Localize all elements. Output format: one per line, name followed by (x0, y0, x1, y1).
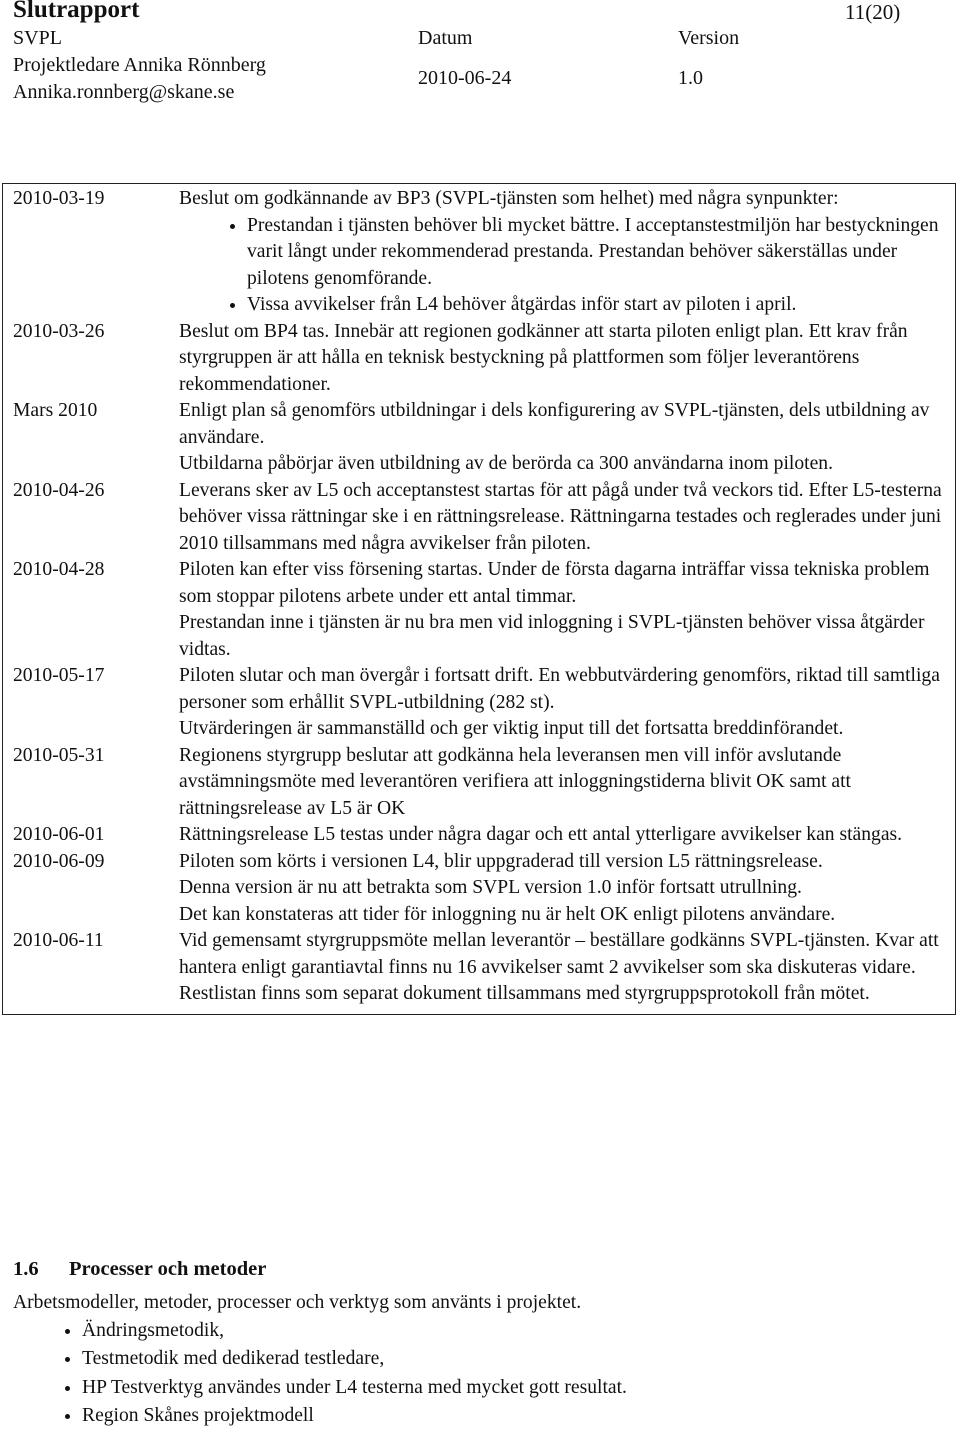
entry-date: 2010-03-26 (13, 320, 105, 342)
table-row (3, 184, 956, 319)
entry-paragraph: Enligt plan så genomförs utbildningar i dels konfigurering av SVPL-tjänsten, dels utbildning av användare. (179, 400, 930, 448)
entry-description (179, 478, 956, 558)
entry-paragraph: Utbildarna påbörjar även utbildning av de berörda ca 300 användarna inom piloten. (179, 453, 833, 474)
entry-paragraph: Regionens styrgrupp beslutar att godkänna hela leveransen men vill inför avslutande avstämningsmöte med leverantören verifiera att inloggningstiderna blivit OK samt att rättningsrelease av L5 är OK (179, 744, 851, 819)
entry-paragraph: Piloten kan efter viss försening startas. Under de första dagarna inträffar vissa tekniska problem som stoppar pilotens arbete under ett antal timmar. (179, 559, 930, 607)
entry-date: 2010-06-11 (13, 930, 104, 951)
entry-date: 2010-03-19 (13, 188, 105, 209)
entry-description (179, 743, 956, 823)
entry-paragraph: Rättningsrelease L5 testas under några dagar och ett antal ytterligare avvikelser kan stängas. (179, 824, 903, 845)
entry-description (179, 319, 956, 399)
entry-paragraph: Det kan konstateras att tider för inloggning nu är helt OK enligt pilotens användare. (179, 903, 836, 925)
section-title: Processer och metoder (69, 1258, 267, 1280)
entry-paragraph: Piloten som körts i versionen L4, blir uppgraderad till version L5 rättningsrelease. (179, 850, 823, 872)
project-name: SVPL (13, 27, 62, 49)
entry-date: Mars 2010 (13, 400, 98, 421)
entry-description (179, 398, 956, 478)
entry-date: 2010-05-31 (13, 744, 105, 766)
version-label: Version (678, 27, 740, 49)
entry-bullet-list (179, 213, 949, 319)
entry-date: 2010-04-26 (13, 479, 105, 501)
section-number: 1.6 (13, 1258, 39, 1280)
section-intro: Arbetsmodeller, metoder, processer och verktyg som använts i projektet. (13, 1292, 582, 1313)
decision-log-body (3, 184, 956, 1015)
entry-description (179, 928, 956, 1014)
table-row (3, 928, 956, 1014)
entry-paragraph: Prestandan inne i tjänsten är nu bra men vid inloggning i SVPL-tjänsten behöver vissa åtgärder vidtas. (179, 612, 925, 660)
methods-list-item: • Testmetodik med dedikerad testledare, (82, 1345, 627, 1373)
table-row (3, 743, 956, 823)
date-value: 2010-06-24 (418, 67, 512, 89)
entry-description (179, 184, 956, 319)
table-row (3, 557, 956, 663)
version-value: 1.0 (678, 67, 703, 89)
methods-list (0, 1317, 627, 1430)
table-row (3, 398, 956, 478)
entry-bullet-item: • Vissa avvikelser från L4 behöver åtgärdas inför start av piloten i april. (247, 292, 949, 319)
entry-description (179, 663, 956, 743)
methods-list-item: • Region Skånes projektmodell (82, 1402, 627, 1430)
table-row (3, 822, 956, 849)
entry-description (179, 557, 956, 663)
entry-description (179, 849, 956, 929)
entry-date: 2010-04-28 (13, 559, 105, 580)
methods-list-item: • Ändringsmetodik, (82, 1317, 627, 1345)
entry-date: 2010-06-01 (13, 824, 105, 845)
methods-list-item: • HP Testverktyg användes under L4 testerna med mycket gott resultat. (82, 1374, 627, 1402)
table-row (3, 478, 956, 558)
table-row (3, 663, 956, 743)
entry-bullet-item: • Prestandan i tjänsten behöver bli mycket bättre. I acceptanstestmiljön har bestyckningen varit långt under rekommenderad prestanda. Prestandan behöver säkerställas under pilotens genomförande. (247, 213, 949, 293)
contact-email: Annika.ronnberg@skane.se (13, 81, 235, 103)
entry-paragraph: Denna version är nu att betrakta som SVPL version 1.0 inför fortsatt utrullning. (179, 877, 802, 898)
entry-date: 2010-05-17 (13, 665, 105, 686)
entry-paragraph: Piloten slutar och man övergår i fortsatt drift. En webbutvärdering genomförs, riktad till samtliga personer som erhållit SVPL-utbildning (282 st). (179, 665, 940, 713)
entry-paragraph: Beslut om godkännande av BP3 (SVPL-tjänsten som helhet) med några synpunkter: (179, 188, 839, 209)
entry-description (179, 822, 956, 849)
table-row (3, 319, 956, 399)
section-heading (13, 1258, 266, 1281)
table-row (3, 849, 956, 929)
entry-paragraph: Beslut om BP4 tas. Innebär att regionen godkänner att starta piloten enligt plan. Ett krav från styrgruppen är att hålla en teknisk bestyckning på plattformen som följer leverantörens rekommendationer. (179, 320, 908, 395)
project-leader: Projektledare Annika Rönnberg (13, 54, 266, 76)
page-number: 11(20) (845, 0, 901, 24)
report-title: Slutrapport (13, 0, 140, 23)
entry-paragraph: Vid gemensamt styrgruppsmöte mellan leverantör – beställare godkänns SVPL-tjänsten. Kvar att hantera enligt garantiavtal finns nu 16 avvikelser samt 2 avvikelser som ska diskuteras vidare. Restlistan finns som separat dokument tillsammans med styrgruppsprotokoll från mötet. (179, 930, 939, 1004)
entry-paragraph: Utvärderingen är sammanställd och ger viktig input till det fortsatta breddinförandet. (179, 718, 844, 739)
entry-date: 2010-06-09 (13, 850, 105, 872)
entry-paragraph: Leverans sker av L5 och acceptanstest startas för att pågå under två veckors tid. Efter L5-testerna behöver vissa rättningar ske i en rättningsrelease. Rättningarna testades och reglerades under juni 2010 tillsammans med några avvikelser från piloten. (179, 479, 942, 554)
decision-log-table (2, 183, 956, 1015)
date-label: Datum (418, 27, 473, 49)
